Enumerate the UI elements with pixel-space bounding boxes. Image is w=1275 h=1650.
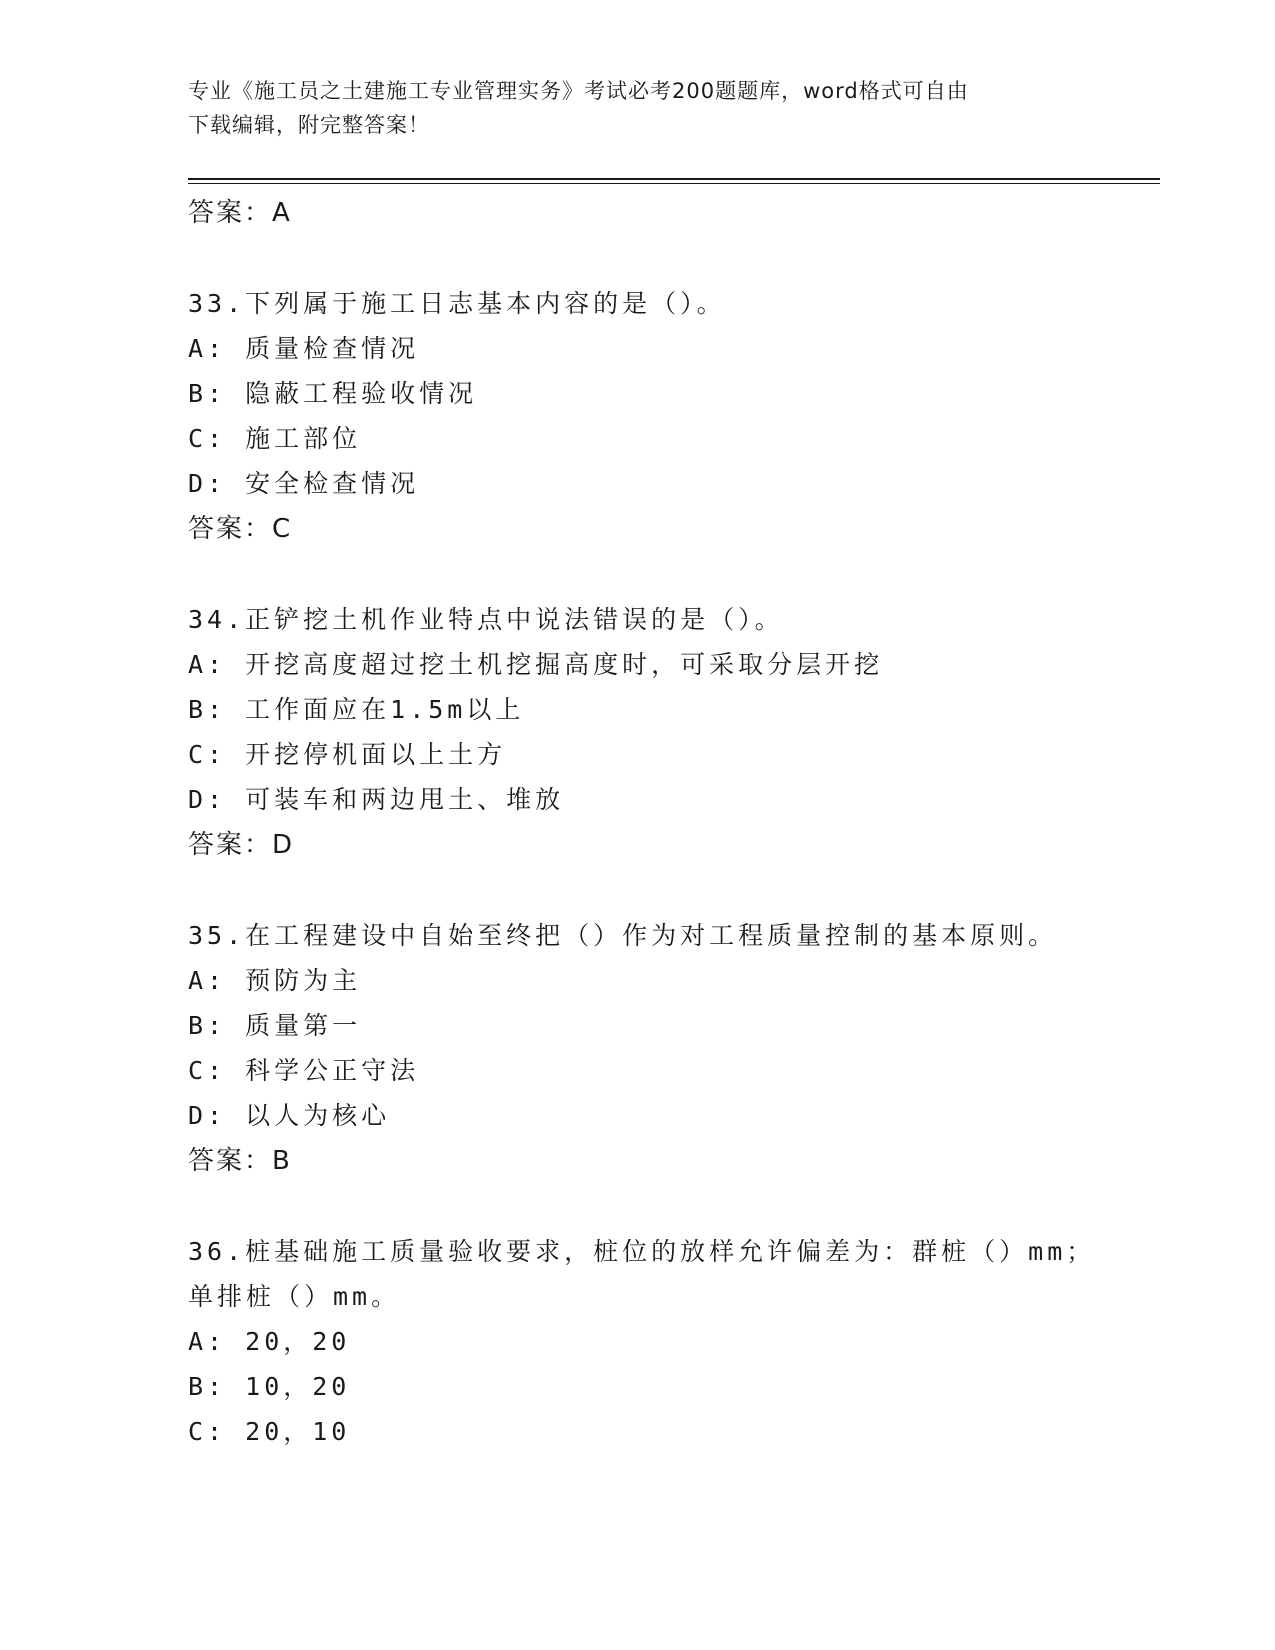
question-33-option-a: A: 质量检查情况 [188,334,420,363]
question-36-stem-line-1: 36.桩基础施工质量验收要求，桩位的放样允许偏差为：群桩（）mm； [188,1237,1096,1266]
question-33-option-d: D: 安全检查情况 [188,469,420,498]
answer-33: 答案：C [188,514,293,544]
question-33-option-c: C: 施工部位 [188,424,362,453]
question-34-stem: 34.正铲挖土机作业特点中说法错误的是（）。 [188,605,784,634]
question-35-option-b: B: 质量第一 [188,1011,362,1040]
document-header [188,74,1068,142]
question-35-option-c: C: 科学公正守法 [188,1056,420,1085]
question-34-option-c: C: 开挖停机面以上土方 [188,740,507,769]
question-35-option-a: A: 预防为主 [188,966,362,995]
answer-34: 答案：D [188,830,295,860]
question-36-option-a: A: 20，20 [188,1327,351,1356]
header-line-2: 下载编辑，附完整答案！ [188,113,430,137]
question-33-stem: 33.下列属于施工日志基本内容的是（）。 [188,289,726,318]
answer-32: 答案：A [188,198,292,228]
question-34-option-b: B: 工作面应在1.5m以上 [188,695,525,724]
header-rule-thick [188,178,1160,180]
question-36-option-b: B: 10，20 [188,1372,351,1401]
question-35-stem: 35.在工程建设中自始至终把（）作为对工程质量控制的基本原则。 [188,921,1058,950]
header-line-1: 专业《施工员之土建施工专业管理实务》考试必考200题题库，word格式可自由 [188,79,969,103]
question-34-option-a: A: 开挖高度超过挖土机挖掘高度时，可采取分层开挖 [188,650,884,679]
question-33-option-b: B: 隐蔽工程验收情况 [188,379,478,408]
question-35-option-d: D: 以人为核心 [188,1101,391,1130]
header-rule-thin [188,183,1160,184]
question-36-option-c: C: 20，10 [188,1417,351,1446]
answer-35: 答案：B [188,1146,292,1176]
question-34-option-d: D: 可装车和两边甩土、堆放 [188,785,565,814]
question-36-stem-line-2: 单排桩（）mm。 [188,1282,401,1311]
